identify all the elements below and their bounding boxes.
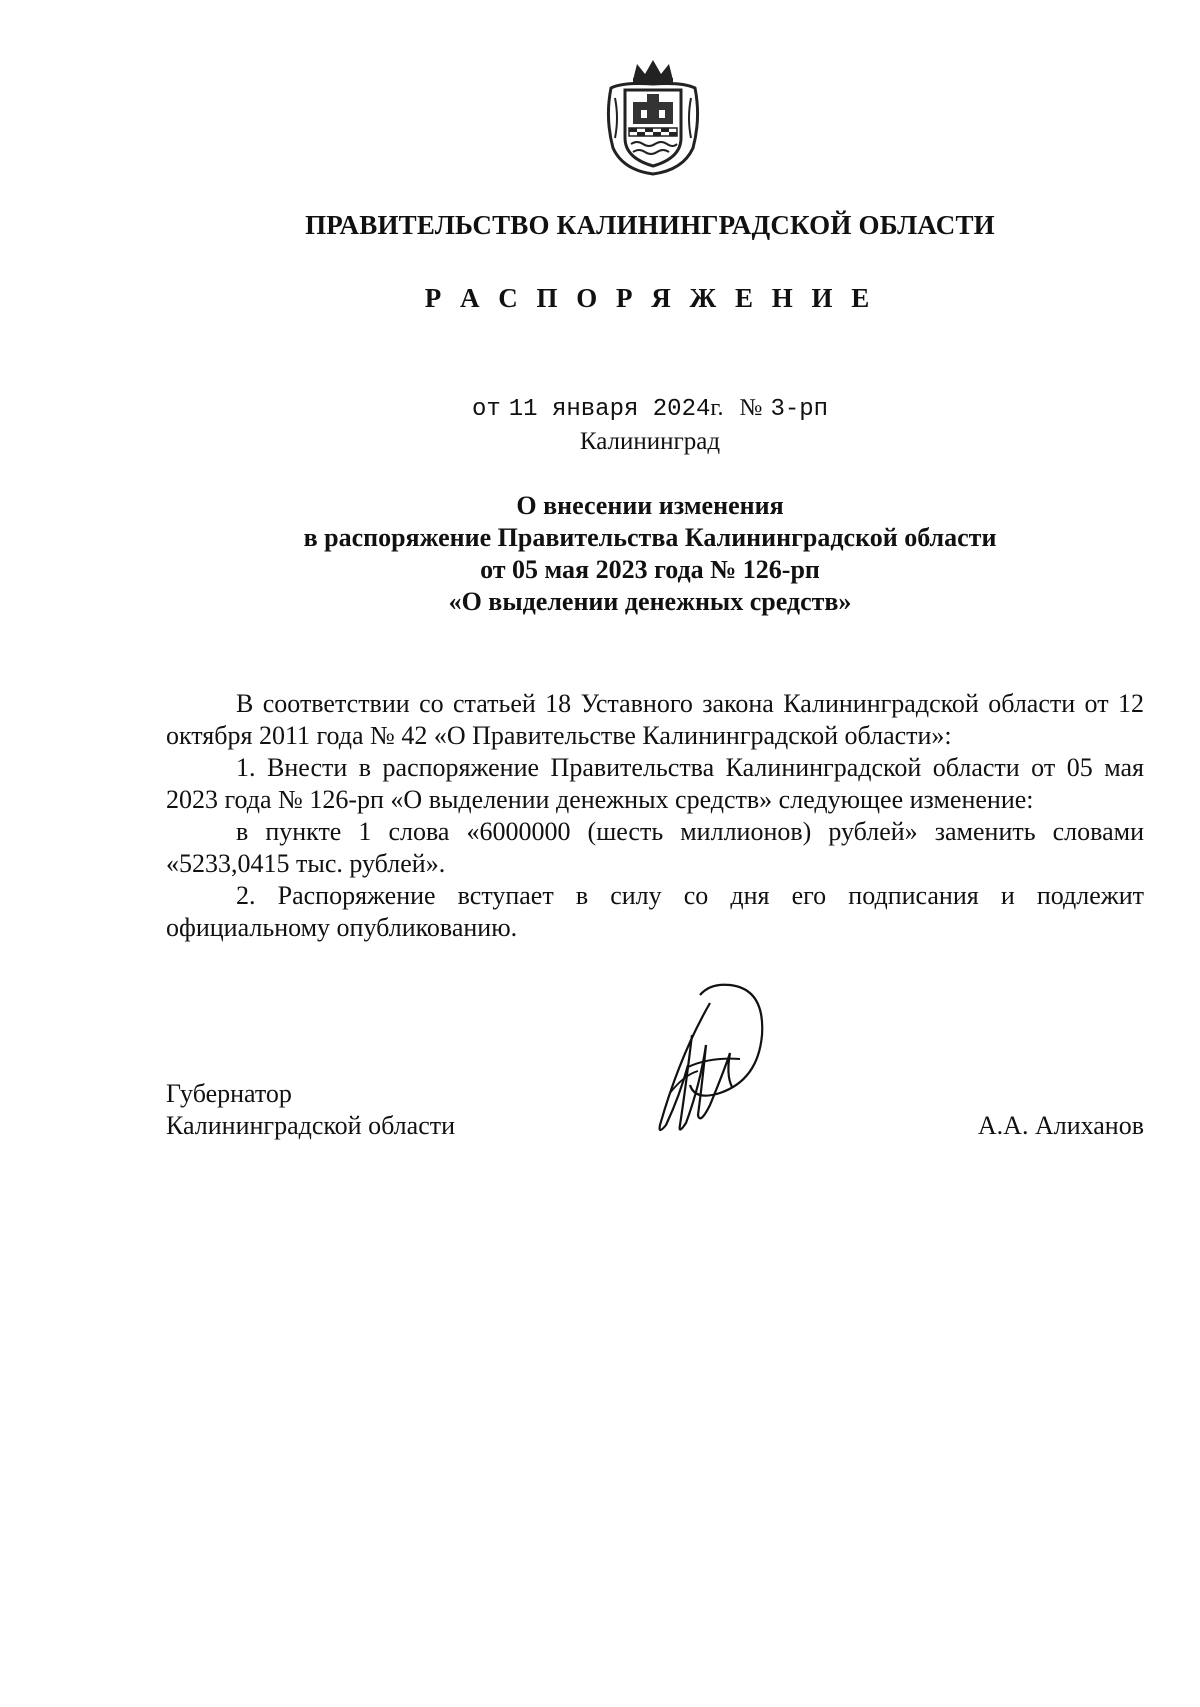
signatory-position-line: Калининградской области [166, 1111, 456, 1140]
body-paragraph-preamble: В соответствии со статьей 18 Уставного закона Калининградской области от 12 октября 2011 года № 42 «О Правительстве Калининградской области»: [166, 689, 1144, 750]
subject-line: от 05 мая 2023 года № 126-рп [480, 555, 820, 584]
kaliningrad-coat-of-arms-icon [603, 58, 703, 176]
organization-title: ПРАВИТЕЛЬСТВО КАЛИНИНГРАДСКОЙ ОБЛАСТИ [305, 210, 995, 240]
registration-line [0, 395, 1200, 423]
registration-date: 11 января 2024 [508, 396, 711, 423]
subject-line: «О выделении денежных средств» [448, 587, 852, 616]
registration-number-label: № [739, 395, 763, 421]
body-paragraph-item-2: 2. Распоряжение вступает в силу со дня его подписания и подлежит официальному опубликованию. [166, 881, 1144, 942]
signatory-position-line: Губернатор [166, 1079, 292, 1108]
body-paragraph-amendment: в пункте 1 слова «6000000 (шесть миллионов) рублей» заменить словами «5233,0415 тыс. рублей». [166, 817, 1144, 878]
body-paragraph-item-1: 1. Внести в распоряжение Правительства Калининградской области от 05 мая 2023 года № 126-рп «О выделении денежных средств» следующее изменение: [166, 753, 1144, 814]
subject-line: в распоряжение Правительства Калининградской области [303, 523, 997, 552]
document-subject [0, 490, 1200, 618]
subject-line: О внесении изменения [516, 491, 784, 520]
registration-city: Калининград [579, 428, 721, 455]
registration-number: 3-рп [770, 396, 829, 423]
document-type: Р А С П О Р Я Ж Е Н И Е [424, 283, 876, 313]
document-body [166, 688, 1144, 944]
registration-prefix: от [471, 396, 501, 423]
signature-block [166, 1078, 1144, 1142]
registration-year-suffix: г. [710, 395, 724, 421]
signatory-name: А.А. Алиханов [977, 1111, 1144, 1140]
